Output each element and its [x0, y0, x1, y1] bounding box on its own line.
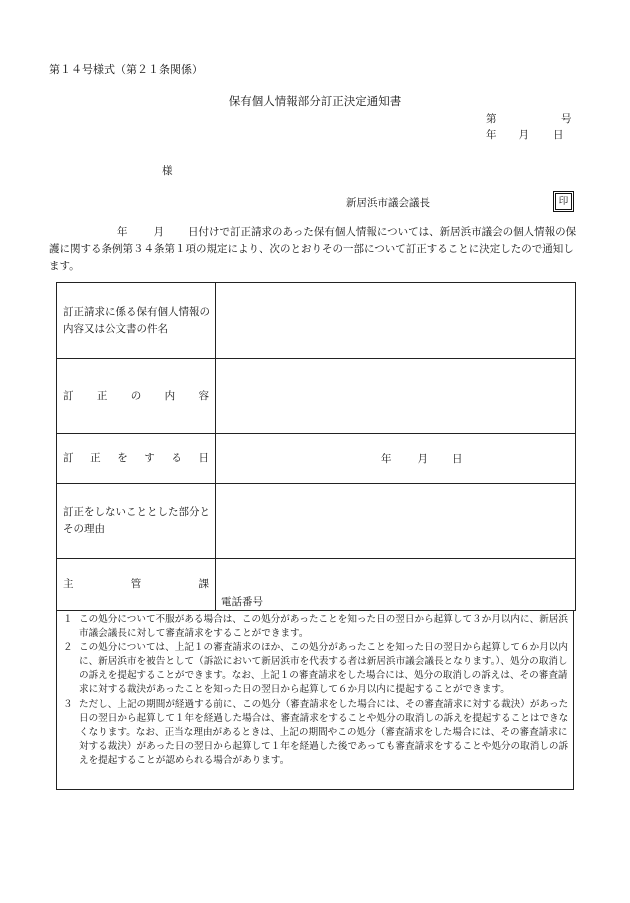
row-value-content	[216, 359, 576, 434]
row-label-department: 主 管 課	[57, 559, 216, 611]
row-label-date: 訂 正 を す る 日	[57, 434, 216, 484]
table-row	[57, 359, 576, 434]
document-number-unit: 号	[561, 113, 572, 125]
row-value-subject	[216, 283, 576, 359]
row-value-reason	[216, 484, 576, 559]
document-title: 保有個人情報部分訂正決定通知書	[228, 94, 402, 108]
body-date-month: 月	[153, 226, 164, 238]
table-row	[57, 559, 576, 611]
list-item: ２ この処分については、上記１の審査請求のほか、この処分があったことを知った日の翌日から起算して６か月以内に、新居浜市を被告として（訴訟において新居浜市を代表する者は新居浜市議会議長となります。）、処分の取消しの訴えを提起することができます。なお、上記１の審査請求をした場合には、処分の取消しの訴えは、その審査請求に対する裁決があったことを知った日の翌日から起算して６か月以内に提起することができます。	[63, 642, 568, 696]
list-item: １ この処分について不服がある場合は、この処分があったことを知った日の翌日から起算して３か月以内に、新居浜市議会議長に対して審査請求をすることができます。	[63, 614, 568, 640]
table-row	[57, 484, 576, 559]
issue-date-month: 月	[518, 129, 529, 141]
seal-stamp: 印	[555, 193, 572, 210]
issue-date	[486, 127, 564, 142]
recipient-honorific: 様	[162, 165, 173, 177]
list-item: ３ ただし、上記の期間が経過する前に、この処分（審査請求をした場合には、その審査請求に対する裁決）があった日の翌日から起算して１年を経過した場合は、審査請求をすることや処分の取消しの訴えを提起することはできなくなります。なお、正当な理由があるときは、上記の期間やこの処分（審査請求をした場合には、その審査請求に対する裁決）があった日の翌日から起算して１年を経過した後であっても審査請求をすることや処分の取消しの訴えを提起することが認められる場合があります。	[63, 698, 569, 766]
form-number: 第１４号様式（第２１条関係）	[49, 63, 203, 76]
phone-label: 電話番号	[221, 596, 263, 608]
row-label-reason: 訂正をしないこととした部分とその理由	[57, 484, 216, 559]
sender-name: 新居浜市議会議長	[346, 197, 430, 209]
row-label-subject: 訂正請求に係る保有個人情報の内容又は公文書の件名	[57, 283, 216, 359]
decision-table	[56, 282, 576, 611]
issue-date-day: 日	[553, 129, 564, 141]
row-label-content: 訂 正 の 内 容	[57, 359, 216, 434]
row-value-department	[216, 559, 576, 611]
issue-date-year: 年	[486, 129, 497, 141]
body-text: 日付けで訂正請求のあった保有個人情報については、新居浜市議会の個人情報の保護に関する条例第３４条第１項の規定により、次のとおりその一部について訂正することに決定したので通知します。	[49, 226, 577, 272]
notes-section	[56, 610, 574, 790]
notice-body	[49, 224, 579, 274]
table-row	[57, 283, 576, 359]
table-row	[57, 434, 576, 484]
body-date-year: 年	[117, 226, 128, 238]
row-value-date: 年 月 日	[216, 434, 576, 484]
document-number-label: 第	[486, 113, 497, 125]
